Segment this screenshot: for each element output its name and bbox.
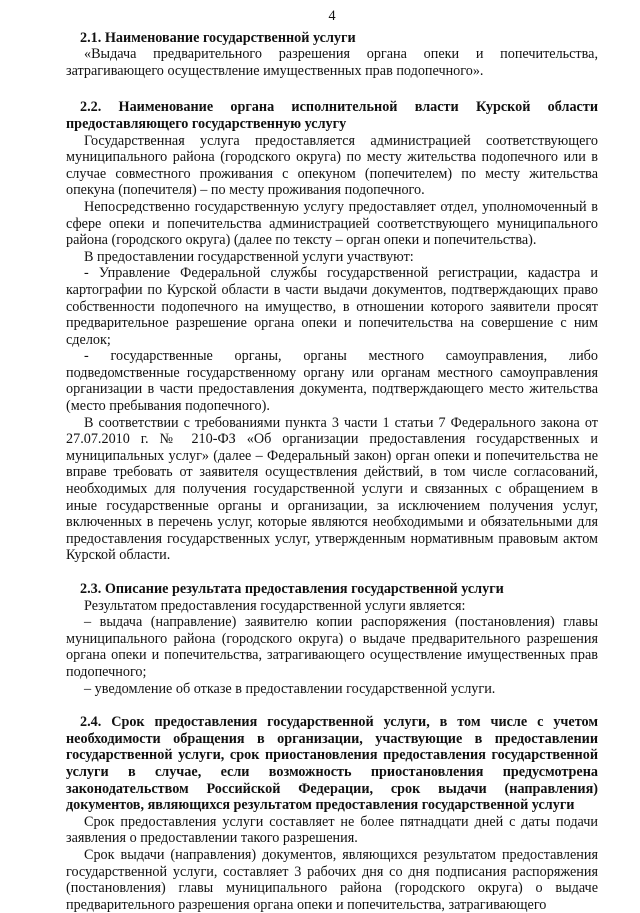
section-2-2-list-item: - государственные органы, органы местного самоуправления, либо подведомственные государственному органу или органам местного самоуправления организации в части предоставления документа, подтверждающего место жительства (место пребывания подопечного).	[66, 348, 598, 415]
section-2-1-text: «Выдача предварительного разрешения органа опеки и попечительства, затрагивающего осуществление имущественных прав подопечного».	[66, 46, 598, 79]
section-2-2-paragraph: Государственная услуга предоставляется администрацией соответствующего муниципального района (городского округа) по месту жительства подопечного или в случае совместного проживания с опекуном (попечителем) по месту жительства опекуна (попечителя) – по месту проживания подопечного.	[66, 132, 598, 199]
section-2-2-paragraph: Непосредственно государственную услугу предоставляет отдел, уполномоченный в сфере опеки и попечительства администрацией соответствующего муниципального района (городского округа) (далее по тексту – орган опеки и попечительства).	[66, 198, 598, 249]
section-2-3-heading: 2.3. Описание результата предоставления государственной услуги	[80, 581, 504, 597]
page-number: 4	[328, 8, 336, 24]
section-2-4-paragraph: Срок предоставления услуги составляет не более пятнадцати дней с даты подачи заявления о предоставлении такого разрешения.	[66, 813, 598, 847]
section-2-2-heading: 2.2. Наименование органа исполнительной власти Курской области предоставляющего государственную услугу	[66, 99, 598, 132]
section-2-3-list-item: – уведомление об отказе в предоставлении государственной услуги.	[84, 680, 496, 697]
section-2-2-list-item: - Управление Федеральной службы государственной регистрации, кадастра и картографии по Курской области в части выдачи документов, подтверждающих право собственности подопечного на имущество, в отношении которого заявители просят предварительное разрешение органа опеки и попечительства на совершение с ним сделок;	[66, 265, 598, 348]
section-2-1-heading: 2.1. Наименование государственной услуги	[80, 29, 356, 46]
document-page	[66, 8, 598, 913]
section-2-3-list-item: – выдача (направление) заявителю копии распоряжения (постановления) главы муниципального района (городского округа) о выдаче предварительного разрешения органа опеки и попечительства, затрагивающего осуществление имущественных прав подопечного;	[66, 614, 598, 680]
section-2-4-heading: 2.4. Срок предоставления государственной услуги, в том числе с учетом необходимости обращения в организации, участвующие в предоставлении государственной услуги, срок приостановления предоставления государственной услуги в случае, если возможность приостановления предусмотрена законодательством Российской Федерации, срок выдачи (направления) документов, являющихся результатом предоставления государственной услуги	[66, 714, 598, 814]
section-2-3-paragraph: Результатом предоставления государственной услуги является:	[84, 597, 466, 614]
section-2-2-paragraph: В соответствии с требованиями пункта 3 части 1 статьи 7 Федерального закона от 27.07.2010 г. № 210-ФЗ «Об организации предоставления государственных и муниципальных услуг» (далее – Федеральный закон) орган опеки и попечительства не вправе требовать от заявителя осуществления действий, в том числе согласований, необходимых для получения государственной услуги и связанных с обращением в иные государственные органы и организации, за исключением получения услуг, включенных в перечень услуг, которые являются необходимыми и обязательными для предоставления государственных услуг, утвержденным нормативным правовым актом Курской области.	[66, 414, 598, 564]
section-2-2-paragraph: В предоставлении государственной услуги участвуют:	[84, 248, 414, 265]
section-2-4-paragraph: Срок выдачи (направления) документов, являющихся результатом предоставления государственной услуги, составляет 3 рабочих дня со дня подписания распоряжения (постановления) главы муниципального района (городского округа) о выдаче предварительного разрешения органа опеки и попечительства, затрагивающего	[66, 846, 598, 913]
